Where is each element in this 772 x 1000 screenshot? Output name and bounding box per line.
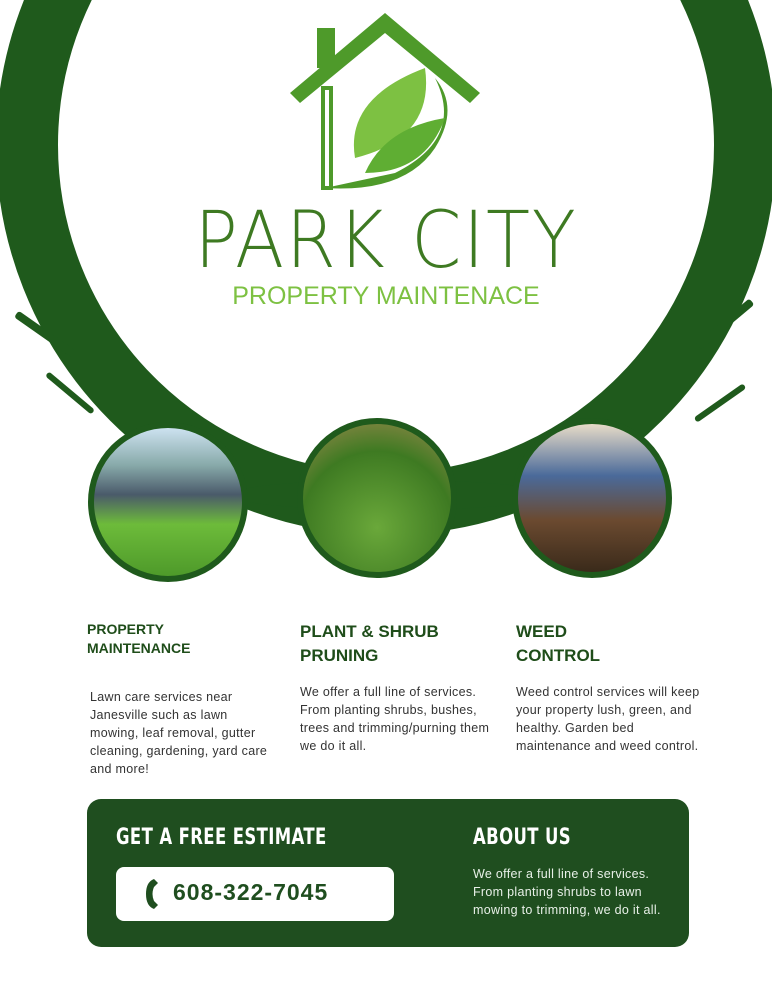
service-title [300,620,490,668]
title-line: CONTROL [516,646,601,665]
phone-button[interactable] [116,867,394,921]
service-title [516,620,706,668]
service-description: Weed control services will keep your property lush, green, and healthy. Garden bed maintenance and weed control. [516,685,700,753]
service-description: We offer a full line of services. From planting shrubs, bushes, trees and trimming/purning them we do it all. [300,685,490,753]
service-description: Lawn care services near Janesville such as lawn mowing, leaf removal, gutter cleaning, gardening, yard care and more! [90,690,268,776]
title-line: MAINTENANCE [87,640,191,656]
service-weed-control [516,620,706,755]
shrub-pruning-photo [297,418,457,578]
lawn-mower-photo [88,422,248,582]
weed-control-photo [512,418,672,578]
title-line: PROPERTY [87,621,165,637]
contact-panel [87,799,689,947]
phone-icon [144,878,160,910]
brand-tagline: PROPERTY MAINTENACE [232,282,540,310]
title-line: PRUNING [300,646,379,665]
about-heading: ABOUT US [473,825,572,850]
estimate-heading: GET A FREE ESTIMATE [116,825,327,850]
service-plant-shrub-pruning [300,620,490,755]
about-text: We offer a full line of services. From planting shrubs to lawn mowing to trimming, we do it all. [473,867,661,917]
title-line: PLANT & SHRUB [300,622,439,641]
service-property-maintenance [87,620,277,778]
phone-number: 608-322-7045 [173,879,329,905]
brand-title: PARK CITY [194,196,578,286]
service-title [87,620,277,658]
house-leaf-logo [285,8,485,198]
brush-splatter [694,383,747,422]
title-line: WEED [516,622,567,641]
